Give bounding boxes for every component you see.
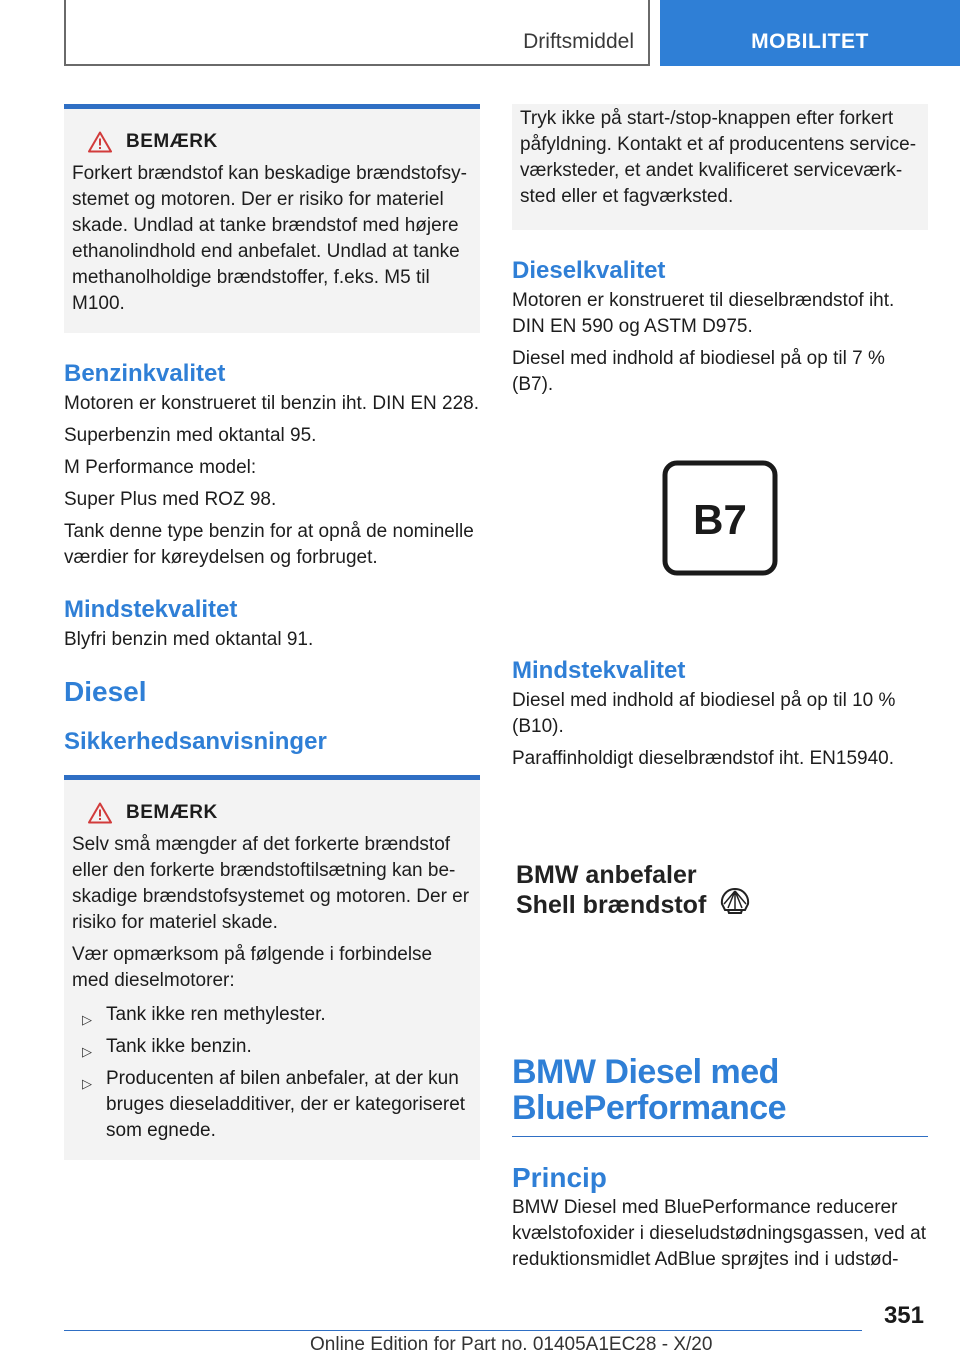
shell-logo-icon xyxy=(720,887,750,915)
warning-continuation-box xyxy=(512,104,928,230)
benzin-paragraph: M Performance model: xyxy=(64,457,257,478)
triangle-bullet-icon: ▷ xyxy=(82,1012,92,1027)
benzin-paragraph: Super Plus med ROZ 98. xyxy=(64,489,277,510)
shell-line-1: BMW anbefaler xyxy=(516,861,697,889)
note-label: BEMÆRK xyxy=(126,131,218,152)
triangle-bullet-icon: ▷ xyxy=(82,1076,92,1091)
header-section-box xyxy=(64,0,650,66)
blueperformance-heading: BMW Diesel med BluePerformance xyxy=(512,1054,928,1137)
right-column xyxy=(512,104,928,1294)
left-column xyxy=(64,104,480,1160)
benzin-paragraph: Superbenzin med oktantal 95. xyxy=(64,425,317,446)
warning-triangle-icon xyxy=(88,131,112,153)
note-text: Vær opmærksom på følgende i forbindelse med dieselmotorer: xyxy=(72,944,433,991)
benzin-paragraph: Motoren er konstrueret til benzin iht. DIN EN 228. xyxy=(64,393,480,414)
princip-paragraph: BMW Diesel med BluePerformance reducerer kvælstofoxider i dieseludstødningsgassen, ved at reduktionsmidlet AdBlue sprøjtes ind i udstød- xyxy=(512,1197,927,1270)
note-text: Selv små mængder af det forkerte brændstof eller den forkerte brændstoftilsætning kan be-skadige brændstofsystemet og motoren. Der er risiko for materiel skade. xyxy=(72,834,470,933)
header-chapter-tab[interactable] xyxy=(660,0,960,66)
warning-triangle-icon xyxy=(88,802,112,824)
b7-label-text: B7 xyxy=(693,496,747,543)
header-section-title: Driftsmiddel xyxy=(523,30,634,53)
benzin-quality-heading: Benzinkvalitet xyxy=(64,360,226,387)
footer-edition-text: Online Edition for Part no. 01405A1EC28 - X/20 xyxy=(310,1334,713,1355)
list-item: ▷ Tank ikke benzin. xyxy=(72,1034,472,1060)
shell-recommendation-logo xyxy=(516,860,776,920)
note-text: Forkert brændstof kan beskadige brændstofsy-stemet og motoren. Der er risiko for materiel skade. Undlad at tanke brændstof med højere ethanolindhold end anbefalet. Undlad at tanke methanolholdige brændstoffer, f.eks. M5 til M100. xyxy=(72,163,467,314)
diesel-min-paragraph: Paraffinholdigt dieselbrændstof iht. EN15940. xyxy=(512,748,895,769)
continuation-text: Tryk ikke på start-/stop-knappen efter forkert påfyldning. Kontakt et af producentens service-værksteder, et andet kvalificeret serviceværk-sted eller et fagværksted. xyxy=(520,108,917,207)
diesel-quality-paragraph: Motoren er konstrueret til dieselbrændstof iht. DIN EN 590 og ASTM D975. xyxy=(512,290,895,337)
benzin-paragraph: Tank denne type benzin for at opnå de nominelle værdier for køreydelsen og forbruget. xyxy=(64,521,474,568)
safety-heading: Sikkerhedsanvisninger xyxy=(64,728,327,755)
footer-divider xyxy=(64,1330,862,1331)
header-chapter-label: MOBILITET xyxy=(751,30,869,53)
diesel-quality-paragraph: Diesel med indhold af biodiesel på op til 7 % (B7). xyxy=(512,348,885,395)
triangle-bullet-icon: ▷ xyxy=(82,1044,92,1059)
page-number: 351 xyxy=(883,1302,924,1329)
warning-note-fuel xyxy=(64,104,480,333)
diesel-min-paragraph: Diesel med indhold af biodiesel på op til 10 % (B10). xyxy=(512,690,896,737)
diesel-heading: Diesel xyxy=(64,676,147,707)
warning-note-diesel xyxy=(64,775,480,1160)
shell-line-2: Shell brændstof xyxy=(516,890,776,920)
list-item: ▷ Producenten af bilen anbefaler, at der kun bruges dieseladditiver, der er kategoriseret som egnede. xyxy=(82,1068,466,1141)
diesel-quality-heading: Dieselkvalitet xyxy=(512,257,666,284)
min-quality-heading: Mindstekvalitet xyxy=(64,596,238,623)
b7-fuel-label-icon xyxy=(662,460,778,576)
diesel-warning-list xyxy=(72,1002,472,1144)
princip-heading: Princip xyxy=(512,1162,607,1193)
min-quality-paragraph: Blyfri benzin med oktantal 91. xyxy=(64,629,314,650)
diesel-min-quality-heading: Mindstekvalitet xyxy=(512,657,686,684)
list-item: ▷ Tank ikke ren methylester. xyxy=(72,1002,472,1028)
note-label: BEMÆRK xyxy=(126,802,218,823)
